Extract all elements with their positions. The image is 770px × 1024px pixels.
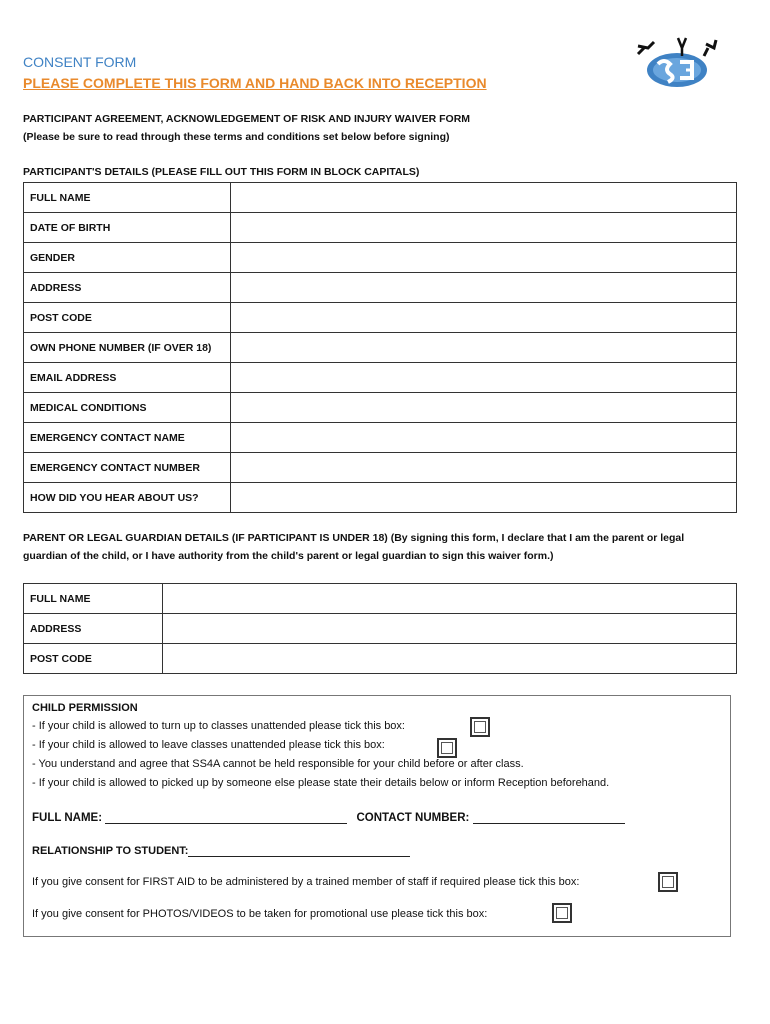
guardian-field-value bbox=[163, 614, 737, 644]
participant-field-label: FULL NAME bbox=[24, 183, 231, 213]
participant-row bbox=[24, 183, 737, 213]
participant-field-input[interactable] bbox=[231, 244, 736, 272]
intro-note: (Please be sure to read through these terms and conditions set below before signing) bbox=[23, 131, 450, 143]
participant-heading: PARTICIPANT'S DETAILS (PLEASE FILL OUT THIS FORM IN BLOCK CAPITALS) bbox=[23, 166, 420, 178]
participant-field-input[interactable] bbox=[231, 424, 736, 452]
participant-field-input[interactable] bbox=[231, 214, 736, 242]
participant-field-input[interactable] bbox=[231, 454, 736, 482]
guardian-field-value bbox=[163, 584, 737, 614]
participant-field-value bbox=[231, 393, 737, 423]
participant-field-value bbox=[231, 423, 737, 453]
participant-field-label: EMERGENCY CONTACT NAME bbox=[24, 423, 231, 453]
participant-field-value bbox=[231, 333, 737, 363]
pickup-name-row: FULL NAME: CONTACT NUMBER: bbox=[32, 811, 625, 824]
participant-field-label: DATE OF BIRTH bbox=[24, 213, 231, 243]
participant-field-label: GENDER bbox=[24, 243, 231, 273]
participant-field-label: MEDICAL CONDITIONS bbox=[24, 393, 231, 423]
guardian-table bbox=[23, 583, 737, 674]
participant-row bbox=[24, 243, 737, 273]
photos-text: If you give consent for PHOTOS/VIDEOS to be taken for promotional use please tick this box: bbox=[32, 908, 488, 920]
participant-row bbox=[24, 363, 737, 393]
participant-table bbox=[23, 182, 737, 513]
guardian-row bbox=[24, 614, 737, 644]
participant-row bbox=[24, 453, 737, 483]
permission-line1: - If your child is allowed to turn up to classes unattended please tick this box: bbox=[32, 720, 405, 732]
page-title: CONSENT FORM bbox=[23, 54, 137, 70]
participant-row bbox=[24, 483, 737, 513]
guardian-field-input[interactable] bbox=[163, 615, 736, 643]
participant-field-value bbox=[231, 483, 737, 513]
participant-field-input[interactable] bbox=[231, 394, 736, 422]
participant-field-input[interactable] bbox=[231, 484, 736, 512]
pickup-contact-number-line[interactable] bbox=[473, 811, 625, 824]
permission-line4: - If your child is allowed to picked up by someone else please state their details below or inform Reception beforehand. bbox=[32, 777, 610, 789]
ss4a-logo-icon bbox=[630, 34, 720, 90]
participant-row bbox=[24, 213, 737, 243]
participant-field-label: EMERGENCY CONTACT NUMBER bbox=[24, 453, 231, 483]
guardian-row bbox=[24, 584, 737, 614]
first-aid-text: If you give consent for FIRST AID to be administered by a trained member of staff if required please tick this box: bbox=[32, 876, 580, 888]
participant-field-input[interactable] bbox=[231, 364, 736, 392]
intro-heading: PARTICIPANT AGREEMENT, ACKNOWLEDGEMENT OF RISK AND INJURY WAIVER FORM bbox=[23, 113, 471, 125]
guardian-field-input[interactable] bbox=[163, 645, 736, 673]
participant-field-input[interactable] bbox=[231, 274, 736, 302]
participant-field-value bbox=[231, 453, 737, 483]
participant-field-value bbox=[231, 363, 737, 393]
participant-row bbox=[24, 423, 737, 453]
participant-field-value bbox=[231, 273, 737, 303]
participant-field-value bbox=[231, 213, 737, 243]
participant-field-input[interactable] bbox=[231, 334, 736, 362]
participant-field-input[interactable] bbox=[231, 304, 736, 332]
child-permission-box bbox=[23, 695, 731, 937]
participant-field-label: EMAIL ADDRESS bbox=[24, 363, 231, 393]
guardian-field-label: POST CODE bbox=[24, 644, 163, 674]
permission-heading: CHILD PERMISSION bbox=[32, 702, 138, 714]
pickup-full-name-line[interactable] bbox=[105, 811, 347, 824]
permission-line2: - If your child is allowed to leave classes unattended please tick this box: bbox=[32, 739, 385, 751]
participant-field-value bbox=[231, 243, 737, 273]
participant-field-label: ADDRESS bbox=[24, 273, 231, 303]
participant-row bbox=[24, 333, 737, 363]
unattended-leave-checkbox[interactable] bbox=[437, 738, 457, 758]
guardian-field-input[interactable] bbox=[163, 585, 736, 613]
participant-row bbox=[24, 273, 737, 303]
participant-row bbox=[24, 303, 737, 333]
participant-field-input[interactable] bbox=[231, 184, 736, 212]
relationship-line[interactable] bbox=[188, 844, 410, 857]
participant-row bbox=[24, 393, 737, 423]
guardian-field-label: ADDRESS bbox=[24, 614, 163, 644]
guardian-field-label: FULL NAME bbox=[24, 584, 163, 614]
page-subtitle: PLEASE COMPLETE THIS FORM AND HAND BACK INTO RECEPTION bbox=[23, 75, 487, 91]
participant-field-label: OWN PHONE NUMBER (IF OVER 18) bbox=[24, 333, 231, 363]
photos-videos-checkbox[interactable] bbox=[552, 903, 572, 923]
guardian-heading-line2: guardian of the child, or I have authority from the child's parent or legal guardian to sign this waiver form.) bbox=[23, 550, 554, 562]
participant-field-label: HOW DID YOU HEAR ABOUT US? bbox=[24, 483, 231, 513]
relationship-row: RELATIONSHIP TO STUDENT: bbox=[32, 844, 410, 857]
unattended-arrival-checkbox[interactable] bbox=[470, 717, 490, 737]
first-aid-checkbox[interactable] bbox=[658, 872, 678, 892]
guardian-heading: PARENT OR LEGAL GUARDIAN DETAILS (IF PARTICIPANT IS UNDER 18) (By signing this form, I declare that I am the parent or legal bbox=[23, 532, 685, 544]
participant-field-value bbox=[231, 183, 737, 213]
participant-field-value bbox=[231, 303, 737, 333]
participant-field-label: POST CODE bbox=[24, 303, 231, 333]
permission-line3: - You understand and agree that SS4A cannot be held responsible for your child before or after class. bbox=[32, 758, 524, 770]
guardian-field-value bbox=[163, 644, 737, 674]
guardian-row bbox=[24, 644, 737, 674]
